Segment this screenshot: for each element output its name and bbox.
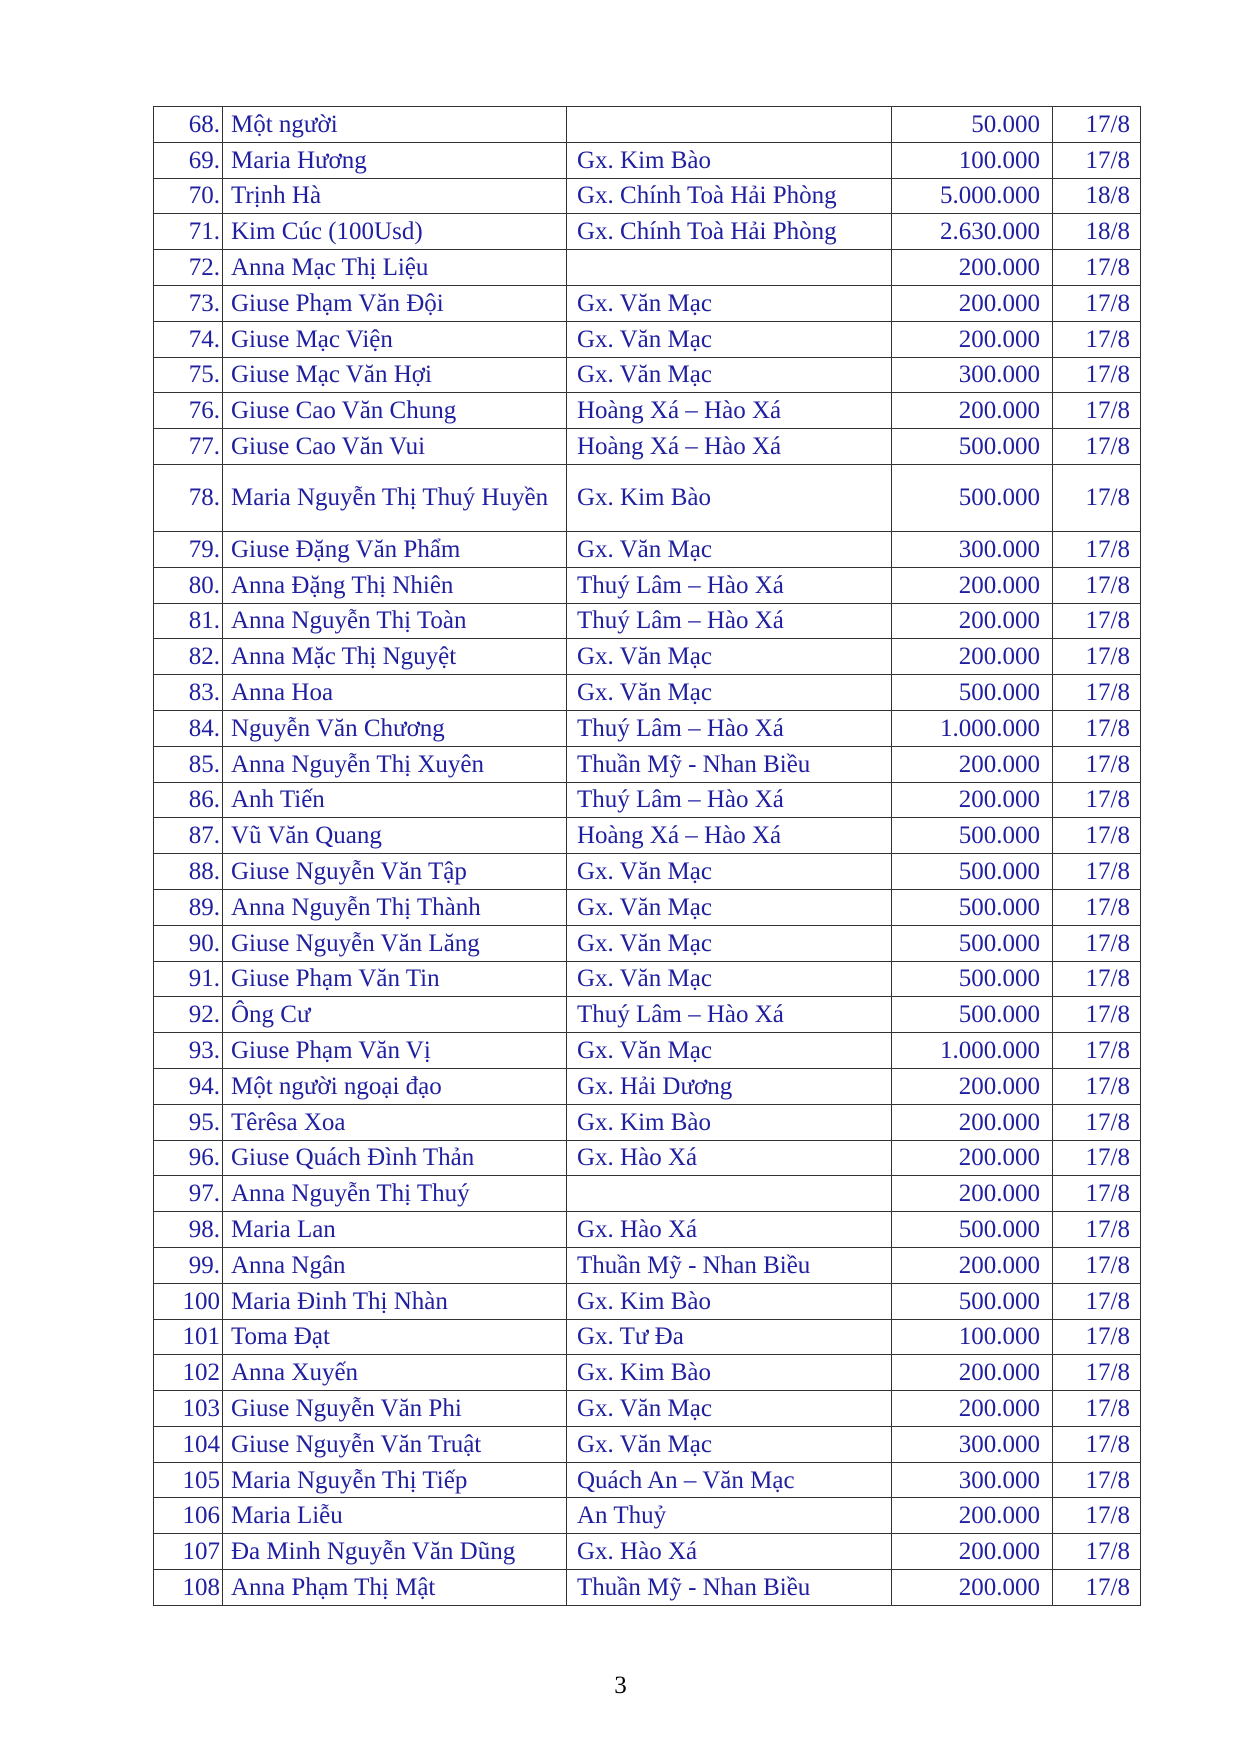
donor-name-cell: Anna Nguyễn Thị Thành — [223, 889, 567, 925]
donor-name-cell: Anna Phạm Thị Mật — [223, 1570, 567, 1606]
row-number-cell: 95. — [154, 1104, 223, 1140]
donor-name-cell: Giuse Mạc Viện — [223, 321, 567, 357]
amount-cell: 200.000 — [892, 321, 1053, 357]
donor-name-cell: Giuse Đặng Văn Phẩm — [223, 531, 567, 567]
parish-cell: Gx. Hào Xá — [567, 1212, 892, 1248]
row-number-cell: 102 — [154, 1355, 223, 1391]
date-cell: 17/8 — [1053, 142, 1141, 178]
amount-cell: 300.000 — [892, 1426, 1053, 1462]
table-row — [154, 429, 1141, 465]
date-cell: 17/8 — [1053, 567, 1141, 603]
row-number-cell: 82. — [154, 639, 223, 675]
date-cell: 17/8 — [1053, 357, 1141, 393]
date-cell: 17/8 — [1053, 997, 1141, 1033]
amount-cell: 200.000 — [892, 746, 1053, 782]
date-cell: 17/8 — [1053, 1104, 1141, 1140]
row-number-cell: 98. — [154, 1212, 223, 1248]
table-row — [154, 675, 1141, 711]
date-cell: 17/8 — [1053, 429, 1141, 465]
parish-cell: Thuý Lâm – Hào Xá — [567, 710, 892, 746]
row-number-cell: 69. — [154, 142, 223, 178]
donor-name-cell: Maria Liễu — [223, 1498, 567, 1534]
date-cell: 17/8 — [1053, 889, 1141, 925]
row-number-cell: 97. — [154, 1176, 223, 1212]
table-row — [154, 746, 1141, 782]
table-row — [154, 818, 1141, 854]
amount-cell: 200.000 — [892, 1355, 1053, 1391]
parish-cell: Quách An – Văn Mạc — [567, 1462, 892, 1498]
table-row — [154, 250, 1141, 286]
row-number-cell: 77. — [154, 429, 223, 465]
parish-cell: Gx. Văn Mạc — [567, 925, 892, 961]
donor-name-cell: Giuse Phạm Văn Tin — [223, 961, 567, 997]
row-number-cell: 76. — [154, 393, 223, 429]
date-cell: 17/8 — [1053, 321, 1141, 357]
table-row — [154, 1176, 1141, 1212]
table-row — [154, 889, 1141, 925]
date-cell: 17/8 — [1053, 603, 1141, 639]
parish-cell: Gx. Văn Mạc — [567, 854, 892, 890]
parish-cell: Hoàng Xá – Hào Xá — [567, 818, 892, 854]
amount-cell: 500.000 — [892, 1283, 1053, 1319]
date-cell: 17/8 — [1053, 1391, 1141, 1427]
row-number-cell: 105 — [154, 1462, 223, 1498]
parish-cell: An Thuỷ — [567, 1498, 892, 1534]
parish-cell: Gx. Kim Bào — [567, 1355, 892, 1391]
table-row — [154, 1283, 1141, 1319]
donor-name-cell: Giuse Cao Văn Vui — [223, 429, 567, 465]
table-row — [154, 1534, 1141, 1570]
date-cell: 17/8 — [1053, 782, 1141, 818]
row-number-cell: 108 — [154, 1570, 223, 1606]
table-row — [154, 393, 1141, 429]
row-number-cell: 100 — [154, 1283, 223, 1319]
row-number-cell: 71. — [154, 214, 223, 250]
donor-name-cell: Maria Nguyễn Thị Tiếp — [223, 1462, 567, 1498]
amount-cell: 100.000 — [892, 142, 1053, 178]
date-cell: 17/8 — [1053, 925, 1141, 961]
date-cell: 17/8 — [1053, 675, 1141, 711]
parish-cell: Thuần Mỹ - Nhan Biều — [567, 1247, 892, 1283]
date-cell: 17/8 — [1053, 1498, 1141, 1534]
row-number-cell: 104 — [154, 1426, 223, 1462]
amount-cell: 200.000 — [892, 1570, 1053, 1606]
donor-name-cell: Giuse Phạm Văn Vị — [223, 1033, 567, 1069]
row-number-cell: 83. — [154, 675, 223, 711]
row-number-cell: 79. — [154, 531, 223, 567]
date-cell: 17/8 — [1053, 1033, 1141, 1069]
date-cell: 17/8 — [1053, 1212, 1141, 1248]
parish-cell: Thuý Lâm – Hào Xá — [567, 782, 892, 818]
date-cell: 18/8 — [1053, 178, 1141, 214]
table-row — [154, 1355, 1141, 1391]
date-cell: 17/8 — [1053, 464, 1141, 531]
donor-name-cell: Maria Nguyễn Thị Thuý Huyền — [223, 464, 567, 531]
table-row — [154, 1104, 1141, 1140]
parish-cell: Hoàng Xá – Hào Xá — [567, 429, 892, 465]
table-row — [154, 214, 1141, 250]
donor-name-cell: Ông Cư — [223, 997, 567, 1033]
amount-cell: 500.000 — [892, 818, 1053, 854]
parish-cell: Gx. Văn Mạc — [567, 321, 892, 357]
date-cell: 17/8 — [1053, 818, 1141, 854]
row-number-cell: 94. — [154, 1068, 223, 1104]
donor-name-cell: Anna Mặc Thị Nguyệt — [223, 639, 567, 675]
date-cell: 17/8 — [1053, 393, 1141, 429]
date-cell: 17/8 — [1053, 746, 1141, 782]
donor-name-cell: Anh Tiến — [223, 782, 567, 818]
date-cell: 17/8 — [1053, 1319, 1141, 1355]
table-row — [154, 710, 1141, 746]
amount-cell: 200.000 — [892, 1176, 1053, 1212]
parish-cell: Gx. Kim Bào — [567, 142, 892, 178]
table-row — [154, 639, 1141, 675]
amount-cell: 1.000.000 — [892, 1033, 1053, 1069]
parish-cell: Gx. Văn Mạc — [567, 1391, 892, 1427]
parish-cell: Gx. Văn Mạc — [567, 285, 892, 321]
donation-rows — [154, 107, 1141, 1606]
amount-cell: 500.000 — [892, 961, 1053, 997]
table-row — [154, 854, 1141, 890]
amount-cell: 500.000 — [892, 854, 1053, 890]
table-row — [154, 531, 1141, 567]
donor-name-cell: Anna Xuyến — [223, 1355, 567, 1391]
row-number-cell: 93. — [154, 1033, 223, 1069]
table-row — [154, 1498, 1141, 1534]
parish-cell — [567, 107, 892, 143]
amount-cell: 200.000 — [892, 1247, 1053, 1283]
amount-cell: 100.000 — [892, 1319, 1053, 1355]
row-number-cell: 91. — [154, 961, 223, 997]
amount-cell: 200.000 — [892, 1498, 1053, 1534]
date-cell: 17/8 — [1053, 1462, 1141, 1498]
date-cell: 17/8 — [1053, 285, 1141, 321]
donor-name-cell: Anna Ngân — [223, 1247, 567, 1283]
amount-cell: 200.000 — [892, 1534, 1053, 1570]
amount-cell: 200.000 — [892, 639, 1053, 675]
row-number-cell: 70. — [154, 178, 223, 214]
row-number-cell: 72. — [154, 250, 223, 286]
row-number-cell: 92. — [154, 997, 223, 1033]
row-number-cell: 106 — [154, 1498, 223, 1534]
parish-cell: Hoàng Xá – Hào Xá — [567, 393, 892, 429]
date-cell: 17/8 — [1053, 1534, 1141, 1570]
row-number-cell: 86. — [154, 782, 223, 818]
amount-cell: 500.000 — [892, 925, 1053, 961]
table-row — [154, 1033, 1141, 1069]
donor-name-cell: Maria Đinh Thị Nhàn — [223, 1283, 567, 1319]
donor-name-cell: Giuse Quách Đình Thản — [223, 1140, 567, 1176]
amount-cell: 1.000.000 — [892, 710, 1053, 746]
parish-cell: Gx. Chính Toà Hải Phòng — [567, 178, 892, 214]
amount-cell: 50.000 — [892, 107, 1053, 143]
table-row — [154, 357, 1141, 393]
row-number-cell: 96. — [154, 1140, 223, 1176]
date-cell: 17/8 — [1053, 1247, 1141, 1283]
date-cell: 17/8 — [1053, 854, 1141, 890]
table-row — [154, 1068, 1141, 1104]
parish-cell: Gx. Văn Mạc — [567, 531, 892, 567]
row-number-cell: 101 — [154, 1319, 223, 1355]
amount-cell: 500.000 — [892, 997, 1053, 1033]
amount-cell: 200.000 — [892, 393, 1053, 429]
parish-cell: Gx. Văn Mạc — [567, 675, 892, 711]
date-cell: 17/8 — [1053, 1140, 1141, 1176]
parish-cell: Thuý Lâm – Hào Xá — [567, 997, 892, 1033]
parish-cell: Gx. Kim Bào — [567, 1283, 892, 1319]
date-cell: 17/8 — [1053, 250, 1141, 286]
donor-name-cell: Maria Lan — [223, 1212, 567, 1248]
parish-cell — [567, 250, 892, 286]
donor-name-cell: Kim Cúc (100Usd) — [223, 214, 567, 250]
table-row — [154, 1140, 1141, 1176]
amount-cell: 5.000.000 — [892, 178, 1053, 214]
donor-name-cell: Anna Mạc Thị Liệu — [223, 250, 567, 286]
parish-cell: Gx. Văn Mạc — [567, 357, 892, 393]
parish-cell: Gx. Văn Mạc — [567, 1426, 892, 1462]
table-row — [154, 961, 1141, 997]
amount-cell: 200.000 — [892, 1104, 1053, 1140]
donor-name-cell: Giuse Nguyễn Văn Tập — [223, 854, 567, 890]
row-number-cell: 89. — [154, 889, 223, 925]
donor-name-cell: Giuse Mạc Văn Hợi — [223, 357, 567, 393]
donor-name-cell: Maria Hương — [223, 142, 567, 178]
amount-cell: 200.000 — [892, 603, 1053, 639]
parish-cell: Thuý Lâm – Hào Xá — [567, 567, 892, 603]
donation-table — [153, 106, 1141, 1606]
table-row — [154, 285, 1141, 321]
parish-cell: Gx. Hải Dương — [567, 1068, 892, 1104]
parish-cell — [567, 1176, 892, 1212]
parish-cell: Gx. Hào Xá — [567, 1140, 892, 1176]
amount-cell: 300.000 — [892, 357, 1053, 393]
amount-cell: 200.000 — [892, 250, 1053, 286]
amount-cell: 500.000 — [892, 1212, 1053, 1248]
table-row — [154, 1391, 1141, 1427]
table-row — [154, 321, 1141, 357]
donor-name-cell: Giuse Phạm Văn Đội — [223, 285, 567, 321]
table-row — [154, 925, 1141, 961]
donor-name-cell: Têrêsa Xoa — [223, 1104, 567, 1140]
table-row — [154, 1319, 1141, 1355]
amount-cell: 2.630.000 — [892, 214, 1053, 250]
donor-name-cell: Giuse Cao Văn Chung — [223, 393, 567, 429]
row-number-cell: 107 — [154, 1534, 223, 1570]
amount-cell: 500.000 — [892, 464, 1053, 531]
table-row — [154, 1212, 1141, 1248]
table-row — [154, 464, 1141, 531]
parish-cell: Gx. Kim Bào — [567, 464, 892, 531]
parish-cell: Gx. Hào Xá — [567, 1534, 892, 1570]
date-cell: 18/8 — [1053, 214, 1141, 250]
donor-name-cell: Nguyễn Văn Chương — [223, 710, 567, 746]
parish-cell: Gx. Kim Bào — [567, 1104, 892, 1140]
donor-name-cell: Một người ngoại đạo — [223, 1068, 567, 1104]
table-row — [154, 107, 1141, 143]
row-number-cell: 103 — [154, 1391, 223, 1427]
row-number-cell: 84. — [154, 710, 223, 746]
row-number-cell: 81. — [154, 603, 223, 639]
donor-name-cell: Anna Đặng Thị Nhiên — [223, 567, 567, 603]
row-number-cell: 90. — [154, 925, 223, 961]
donor-name-cell: Giuse Nguyễn Văn Truật — [223, 1426, 567, 1462]
donor-name-cell: Toma Đạt — [223, 1319, 567, 1355]
date-cell: 17/8 — [1053, 1283, 1141, 1319]
parish-cell: Thuần Mỹ - Nhan Biều — [567, 1570, 892, 1606]
date-cell: 17/8 — [1053, 1355, 1141, 1391]
date-cell: 17/8 — [1053, 961, 1141, 997]
amount-cell: 200.000 — [892, 1068, 1053, 1104]
amount-cell: 200.000 — [892, 567, 1053, 603]
donor-name-cell: Vũ Văn Quang — [223, 818, 567, 854]
donor-name-cell: Trịnh Hà — [223, 178, 567, 214]
amount-cell: 500.000 — [892, 675, 1053, 711]
table-row — [154, 1426, 1141, 1462]
table-row — [154, 782, 1141, 818]
donor-name-cell: Đa Minh Nguyễn Văn Dũng — [223, 1534, 567, 1570]
date-cell: 17/8 — [1053, 531, 1141, 567]
amount-cell: 500.000 — [892, 429, 1053, 465]
amount-cell: 300.000 — [892, 1462, 1053, 1498]
row-number-cell: 73. — [154, 285, 223, 321]
row-number-cell: 99. — [154, 1247, 223, 1283]
donor-name-cell: Anna Nguyễn Thị Xuyên — [223, 746, 567, 782]
date-cell: 17/8 — [1053, 710, 1141, 746]
row-number-cell: 87. — [154, 818, 223, 854]
parish-cell: Gx. Văn Mạc — [567, 1033, 892, 1069]
date-cell: 17/8 — [1053, 1068, 1141, 1104]
donor-name-cell: Anna Nguyễn Thị Toàn — [223, 603, 567, 639]
table-row — [154, 1462, 1141, 1498]
donor-name-cell: Một người — [223, 107, 567, 143]
row-number-cell: 75. — [154, 357, 223, 393]
table-row — [154, 603, 1141, 639]
date-cell: 17/8 — [1053, 107, 1141, 143]
donor-name-cell: Anna Hoa — [223, 675, 567, 711]
parish-cell: Gx. Văn Mạc — [567, 961, 892, 997]
amount-cell: 200.000 — [892, 782, 1053, 818]
donor-name-cell: Giuse Nguyễn Văn Phi — [223, 1391, 567, 1427]
row-number-cell: 68. — [154, 107, 223, 143]
row-number-cell: 78. — [154, 464, 223, 531]
parish-cell: Gx. Văn Mạc — [567, 889, 892, 925]
donor-name-cell: Anna Nguyễn Thị Thuý — [223, 1176, 567, 1212]
row-number-cell: 80. — [154, 567, 223, 603]
row-number-cell: 74. — [154, 321, 223, 357]
parish-cell: Gx. Tư Đa — [567, 1319, 892, 1355]
table-row — [154, 1570, 1141, 1606]
date-cell: 17/8 — [1053, 639, 1141, 675]
table-row — [154, 567, 1141, 603]
table-row — [154, 1247, 1141, 1283]
parish-cell: Thuần Mỹ - Nhan Biều — [567, 746, 892, 782]
row-number-cell: 85. — [154, 746, 223, 782]
parish-cell: Gx. Chính Toà Hải Phòng — [567, 214, 892, 250]
amount-cell: 200.000 — [892, 1140, 1053, 1176]
table-row — [154, 997, 1141, 1033]
date-cell: 17/8 — [1053, 1570, 1141, 1606]
parish-cell: Gx. Văn Mạc — [567, 639, 892, 675]
donor-name-cell: Giuse Nguyễn Văn Lăng — [223, 925, 567, 961]
date-cell: 17/8 — [1053, 1426, 1141, 1462]
date-cell: 17/8 — [1053, 1176, 1141, 1212]
table-row — [154, 178, 1141, 214]
row-number-cell: 88. — [154, 854, 223, 890]
amount-cell: 300.000 — [892, 531, 1053, 567]
table-row — [154, 142, 1141, 178]
amount-cell: 200.000 — [892, 285, 1053, 321]
amount-cell: 500.000 — [892, 889, 1053, 925]
parish-cell: Thuý Lâm – Hào Xá — [567, 603, 892, 639]
page-number: 3 — [614, 1672, 627, 1699]
amount-cell: 200.000 — [892, 1391, 1053, 1427]
